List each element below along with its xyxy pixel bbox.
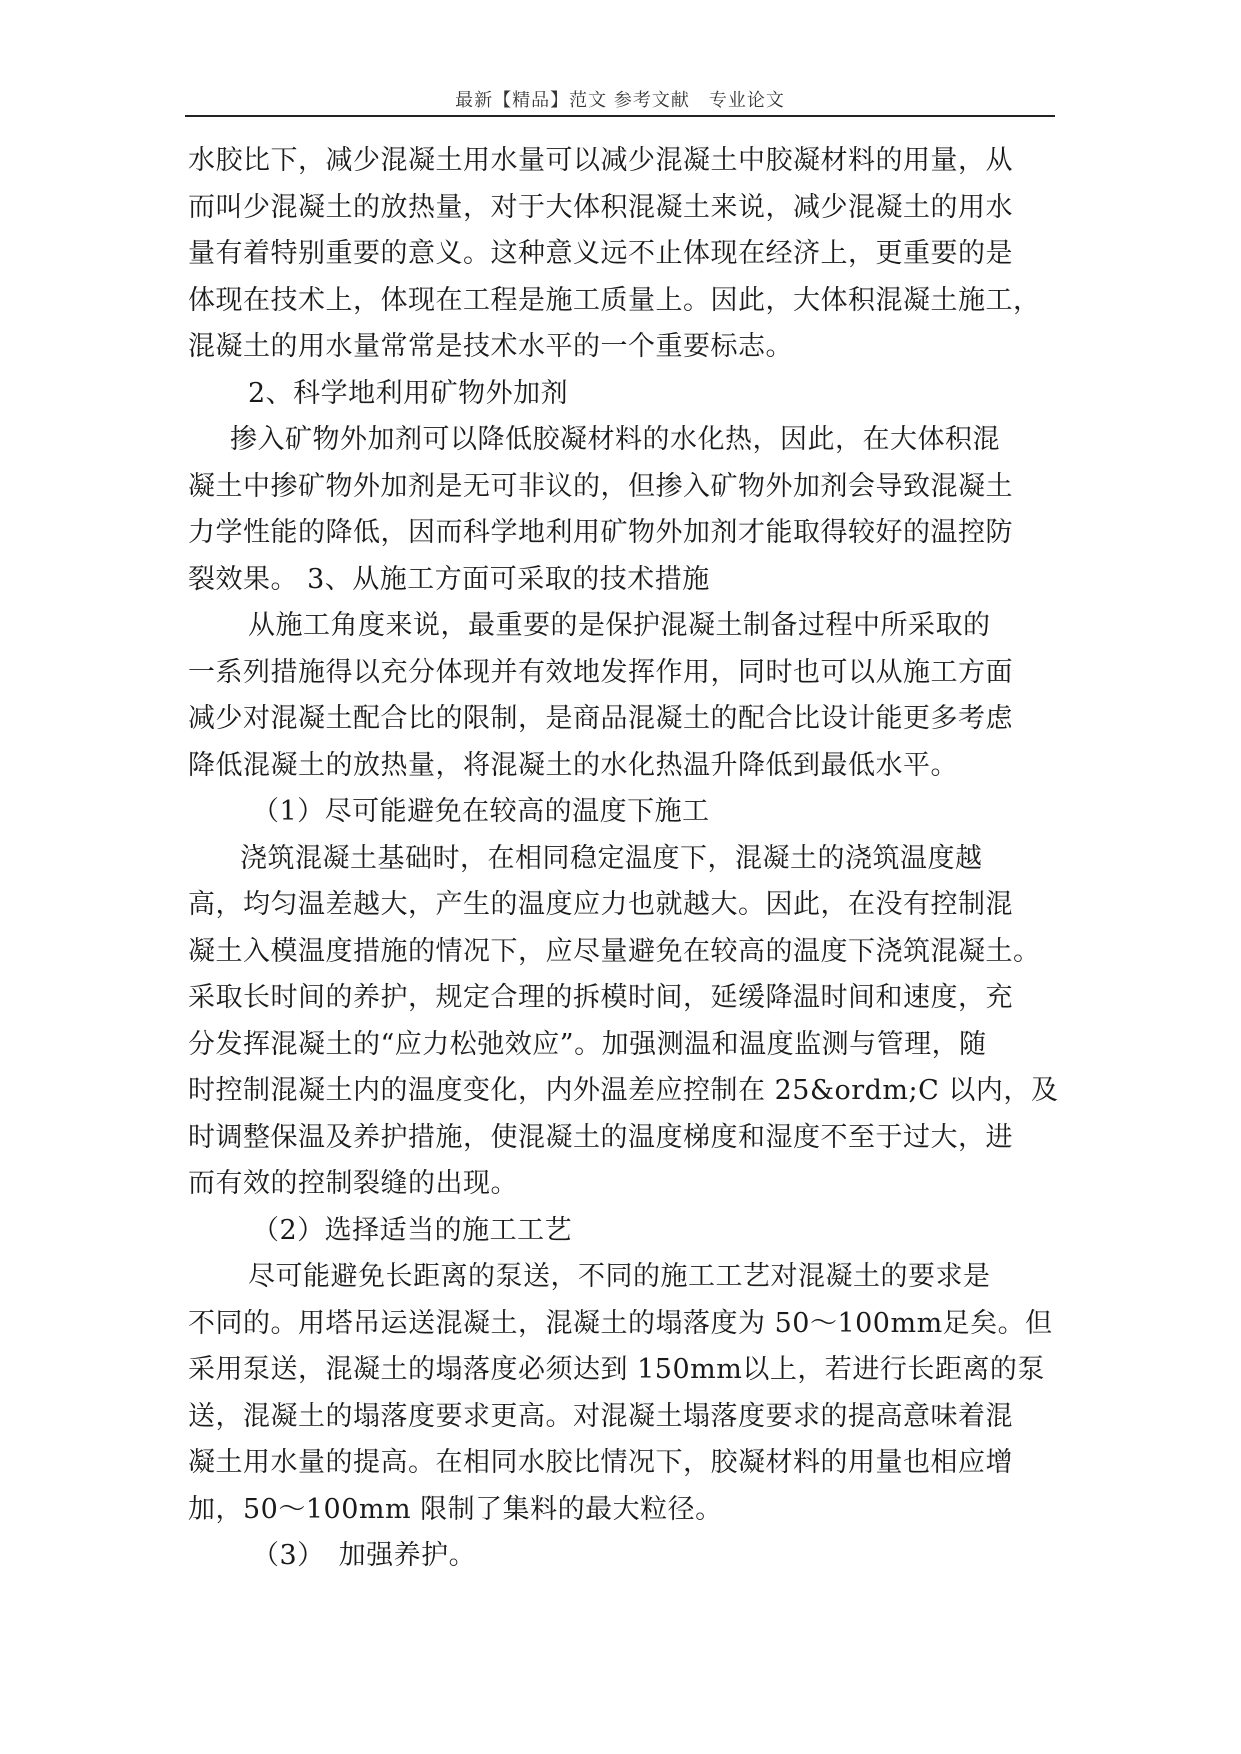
text-line: 从施工角度来说，最重要的是保护混凝土制备过程中所采取的	[248, 610, 991, 641]
section-heading: （1）尽可能避免在较高的温度下施工	[252, 796, 710, 827]
page-header: 最新【精品】范文 参考文献 专业论文	[455, 90, 785, 111]
document-body	[188, 138, 1058, 1580]
text-line: 凝土中掺矿物外加剂是无可非议的，但掺入矿物外加剂会导致混凝土	[188, 470, 1013, 502]
text-line: 减少对混凝土配合比的限制，是商品混凝土的配合比设计能更多考虑	[188, 703, 1013, 734]
section-heading: 2、科学地利用矿物外加剂	[248, 377, 569, 409]
text-line: 尽可能避免长距离的泵送，不同的施工工艺对混凝土的要求是	[248, 1261, 991, 1292]
text-line: 混凝土的用水量常常是技术水平的一个重要标志。	[188, 331, 793, 362]
text-line: 水胶比下，减少混凝土用水量可以减少混凝土中胶凝材料的用量，从	[188, 145, 1013, 176]
text-line: 不同的。用塔吊运送混凝土，混凝土的塌落度为 50～100mm足矣。但	[188, 1307, 1053, 1339]
text-line: 送，混凝土的塌落度要求更高。对混凝土塌落度要求的提高意味着混	[188, 1400, 1013, 1432]
text-line: 时调整保温及养护措施，使混凝土的温度梯度和湿度不至于过大，进	[188, 1121, 1013, 1153]
text-line: 一系列措施得以充分体现并有效地发挥作用，同时也可以从施工方面	[188, 656, 1013, 688]
text-line: 时控制混凝土内的温度变化，内外温差应控制在 25&ordm;C 以内，及	[188, 1075, 1059, 1106]
text-line: 凝土用水量的提高。在相同水胶比情况下，胶凝材料的用量也相应增	[188, 1447, 1013, 1478]
text-line: 浇筑混凝土基础时，在相同稳定温度下，混凝土的浇筑温度越	[240, 842, 983, 874]
text-line: 力学性能的降低，因而科学地利用矿物外加剂才能取得较好的温控防	[188, 517, 1013, 548]
text-line: 凝土入模温度措施的情况下，应尽量避免在较高的温度下浇筑混凝土。	[188, 935, 1041, 967]
text-line: 降低混凝土的放热量，将混凝土的水化热温升降低到最低水平。	[188, 749, 958, 781]
text-line: 加，50～100mm 限制了集料的最大粒径。	[188, 1493, 723, 1525]
text-line: 裂效果。 3、从施工方面可采取的技术措施	[188, 563, 710, 595]
section-heading: （3） 加强养护。	[252, 1540, 477, 1571]
text-line: 采取长时间的养护，规定合理的拆模时间，延缓降温时间和速度，充	[188, 982, 1013, 1013]
text-line: 采用泵送，混凝土的塌落度必须达到 150mm以上，若进行长距离的泵	[188, 1354, 1045, 1385]
text-line: 高，均匀温差越大，产生的温度应力也就越大。因此，在没有控制混	[188, 889, 1013, 920]
text-line: 而叫少混凝土的放热量，对于大体积混凝土来说，减少混凝土的用水	[188, 191, 1013, 223]
text-line: 量有着特别重要的意义。这种意义远不止体现在经济上，更重要的是	[188, 238, 1013, 269]
section-heading: （2）选择适当的施工工艺	[252, 1214, 573, 1246]
header-divider	[185, 115, 1055, 117]
text-line: 而有效的控制裂缝的出现。	[188, 1168, 518, 1199]
text-line: 掺入矿物外加剂可以降低胶凝材料的水化热，因此，在大体积混	[230, 424, 1000, 455]
text-line: 体现在技术上，体现在工程是施工质量上。因此，大体积混凝土施工，	[188, 284, 1041, 316]
text-line: 分发挥混凝土的“应力松弛效应”。加强测温和温度监测与管理，随	[188, 1028, 987, 1060]
